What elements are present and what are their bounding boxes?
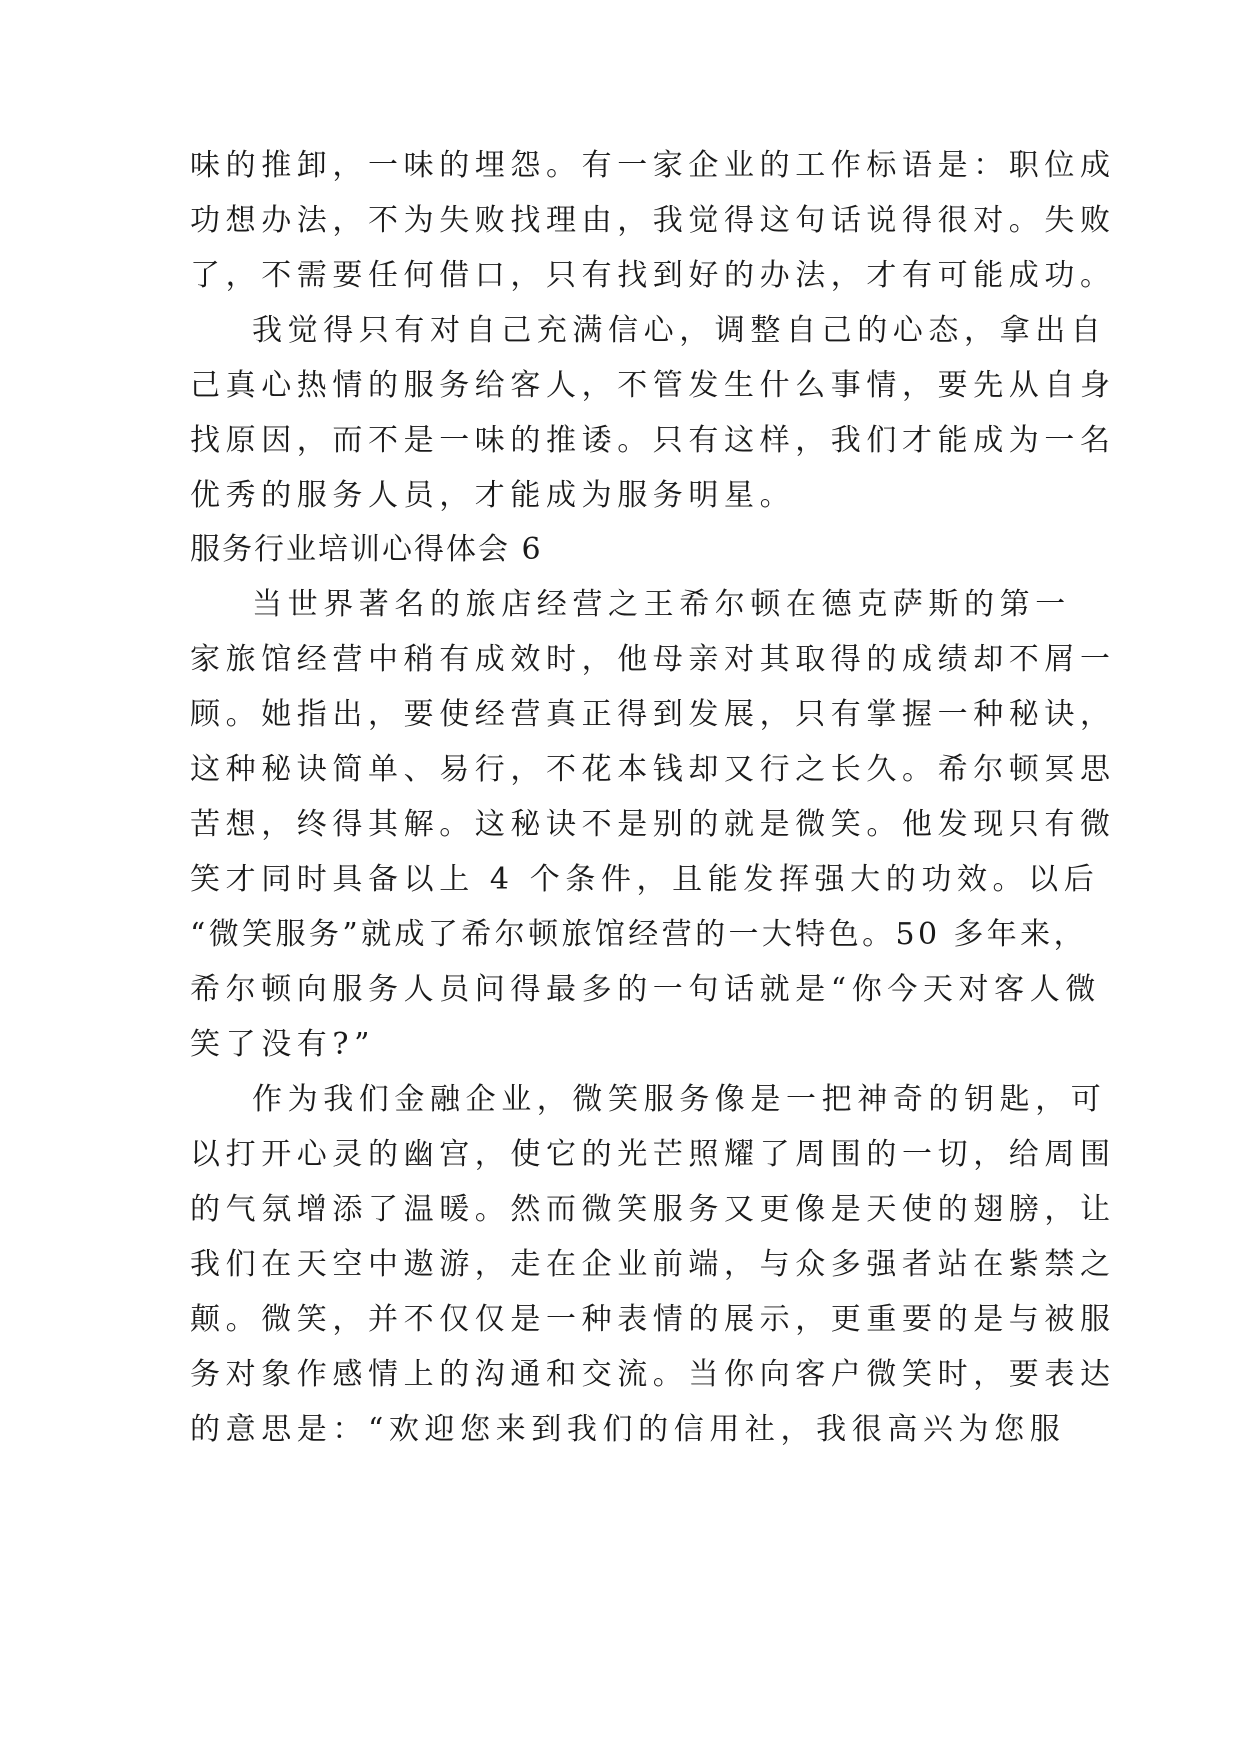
text-line: 己真心热情的服务给客人，不管发生什么事情，要先从自身 — [190, 368, 1116, 403]
text-line: 这种秘诀简单、易行，不花本钱却又行之长久。希尔顿冥思 — [190, 752, 1116, 787]
text-line: 味的推卸，一味的埋怨。有一家企业的工作标语是：职位成 — [190, 148, 1116, 183]
text-line: 苦想，终得其解。这秘诀不是别的就是微笑。他发现只有微 — [190, 807, 1116, 842]
text-line: 找原因，而不是一味的推诿。只有这样，我们才能成为一名 — [190, 423, 1116, 458]
text-line: 以打开心灵的幽宫，使它的光芒照耀了周围的一切，给周围 — [190, 1137, 1116, 1172]
text-line: 的气氛增添了温暖。然而微笑服务又更像是天使的翅膀，让 — [190, 1192, 1116, 1227]
text-line: 优秀的服务人员，才能成为服务明星。 — [190, 478, 796, 513]
text-line: 我们在天空中遨游，走在企业前端，与众多强者站在紫禁之 — [190, 1247, 1116, 1282]
text-line: 作为我们金融企业，微笑服务像是一把神奇的钥匙，可 — [252, 1082, 1107, 1117]
section-heading: 服务行业培训心得体会 6 — [190, 532, 543, 567]
text-line: 了，不需要任何借口，只有找到好的办法，才有可能成功。 — [190, 258, 1116, 293]
text-line: 颠。微笑，并不仅仅是一种表情的展示，更重要的是与被服 — [190, 1302, 1116, 1337]
text-line: 的意思是：“欢迎您来到我们的信用社，我很高兴为您服 — [190, 1412, 1066, 1447]
text-line: 顾。她指出，要使经营真正得到发展，只有掌握一种秘诀， — [190, 697, 1116, 732]
text-line: 当世界著名的旅店经营之王希尔顿在德克萨斯的第一 — [252, 587, 1071, 622]
text-line: 务对象作感情上的沟通和交流。当你向客户微笑时，要表达 — [190, 1357, 1116, 1392]
text-line: 笑才同时具备以上 4 个条件，且能发挥强大的功效。以后 — [190, 862, 1100, 897]
text-line: 功想办法，不为失败找理由，我觉得这句话说得很对。失败 — [190, 203, 1116, 238]
text-line: 家旅馆经营中稍有成效时，他母亲对其取得的成绩却不屑一 — [190, 642, 1116, 677]
text-line: 我觉得只有对自己充满信心，调整自己的心态，拿出自 — [252, 313, 1107, 348]
text-line: 希尔顿向服务人员问得最多的一句话就是“你今天对客人微 — [190, 972, 1101, 1007]
text-line: “微笑服务”就成了希尔顿旅馆经营的一大特色。50 多年来， — [190, 917, 1087, 952]
text-line: 笑了没有?” — [190, 1027, 376, 1062]
